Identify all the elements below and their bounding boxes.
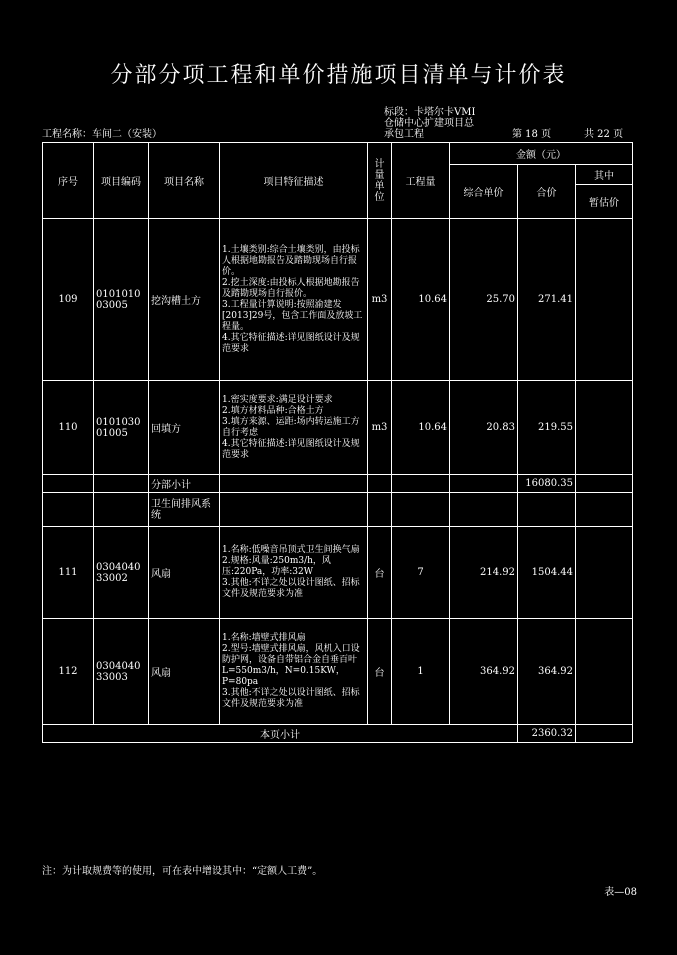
row-unit: 台 [368,527,392,619]
page-total-label: 本页小计 [43,725,518,743]
header-unit: 计量单位 [368,143,392,219]
row-total: 364.92 [518,619,576,725]
row-feature: 1.名称:低噪音吊顶式卫生间换气扇 2.规格:风量:250m3/h，风压:220Pa，功率:32W 3.其他:不详之处以设计图纸、招标文件及规范要求为准 [220,527,368,619]
table-row [43,381,633,475]
row-feature: 1.名称:墙壁式排风扇 2.型号:墙壁式排风扇，风机入口设防护网，设备自带铝合金自垂百叶L=550m3/h，N=0.15KW，P=80pa 3.其他:不详之处以设计图纸、招标文件及规范要求为准 [220,619,368,725]
row-unit: 台 [368,619,392,725]
table-row [43,527,633,619]
row-unit-price: 214.92 [450,527,518,619]
subtotal-label: 分部小计 [149,475,220,493]
page-number: 第 18 页 [512,129,552,140]
header-amount: 金额（元） [450,143,633,165]
row-unit: m3 [368,219,392,381]
row-provisional [576,219,633,381]
page-count: 共 22 页 [584,129,624,140]
stamp-line-2: 仓储中心扩建项目总 [384,118,474,129]
row-qty: 10.64 [392,381,450,475]
row-provisional [576,381,633,475]
row-unit-price: 364.92 [450,619,518,725]
header-of-which: 其中 [576,165,633,185]
header-code: 项目编码 [94,143,149,219]
row-total: 1504.44 [518,527,576,619]
row-code: 030404033002 [94,527,149,619]
stamp-line-3: 承包工程 [384,129,424,140]
header-total: 合价 [518,165,576,219]
row-total: 219.55 [518,381,576,475]
row-provisional [576,619,633,725]
row-seq: 112 [43,619,94,725]
row-code: 010103001005 [94,381,149,475]
page-total-row [43,725,633,743]
header-feature: 项目特征描述 [220,143,368,219]
header-provisional: 暂估价 [576,185,633,219]
row-unit-price: 25.70 [450,219,518,381]
section-row [43,493,633,527]
row-seq: 110 [43,381,94,475]
row-name: 风扇 [149,619,220,725]
row-name: 挖沟槽土方 [149,219,220,381]
pricing-table [42,142,633,743]
header-qty: 工程量 [392,143,450,219]
row-code: 030404033003 [94,619,149,725]
row-seq: 111 [43,527,94,619]
row-unit-price: 20.83 [450,381,518,475]
header-name: 项目名称 [149,143,220,219]
section-name: 卫生间排风系统 [149,493,220,527]
page-code: 表—08 [604,887,637,898]
row-unit: m3 [368,381,392,475]
row-total: 271.41 [518,219,576,381]
row-feature: 1.密实度要求:满足设计要求 2.填方材料品种:合格土方 3.填方来源、运距:场内转运施工方自行考虑 4.其它特征描述:详见图纸设计及规范要求 [220,381,368,475]
project-name: 工程名称：车间二（安装） [42,129,162,140]
row-provisional [576,527,633,619]
footnote: 注：为计取规费等的使用，可在表中增设其中：“定额人工费”。 [42,866,323,877]
subtotal-total: 16080.35 [518,475,576,493]
subtotal-row [43,475,633,493]
page-total-value: 2360.32 [518,725,576,743]
header-unit-price: 综合单价 [450,165,518,219]
header-seq: 序号 [43,143,94,219]
row-name: 风扇 [149,527,220,619]
row-seq: 109 [43,219,94,381]
row-qty: 7 [392,527,450,619]
row-code: 010101003005 [94,219,149,381]
row-feature: 1.土壤类别:综合土壤类别，由投标人根据地勘报告及踏勘现场自行报价。 2.挖土深度:由投标人根据地勘报告及踏勘现场自行报价。 3.工程量计算说明:按照渝建发[2013]29号，包含工作面及放坡工程量。 4.其它特征描述:详见图纸设计及规范要求 [220,219,368,381]
table-row [43,619,633,725]
row-qty: 10.64 [392,219,450,381]
page-title: 分部分项工程和单价措施项目清单与计价表 [110,63,567,88]
stamp-line-1: 标段：卡塔尔卡VMI [384,107,476,118]
row-name: 回填方 [149,381,220,475]
table-row [43,219,633,381]
row-qty: 1 [392,619,450,725]
